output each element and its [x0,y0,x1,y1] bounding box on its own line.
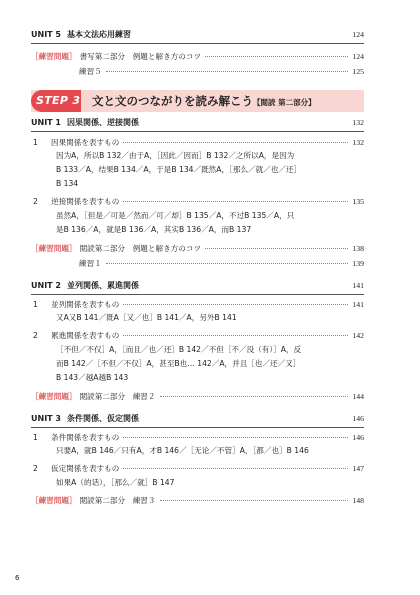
unit2-title: 並列関係、累進関係 [66,281,139,290]
unit3-item2-row[interactable] [31,464,364,474]
page-ref: 135 [352,197,364,206]
unit5-practice-row[interactable] [31,67,364,77]
unit1-rule [31,131,364,132]
unit3-title: 条件関係、仮定関係 [66,414,139,423]
exercise-tag: ［練習問題］ [31,392,77,401]
unit3-label: UNIT 3 [31,414,61,423]
step-badge [31,90,81,112]
page-ref: 141 [352,300,364,309]
item-title: 因果関係を表すもの [51,138,120,147]
leader-dots [205,248,348,249]
unit2-item1-row[interactable] [31,300,364,310]
exercise-title: 書写第二部分 例題と解き方のコツ [79,52,202,61]
exercise-title: 閲読第二部分 練習２ [79,392,156,401]
page-ref: 146 [352,433,364,442]
unit1-header [31,118,364,128]
unit5-header [31,30,364,40]
practice-title: 練習１ [79,259,102,268]
unit1-label: UNIT 1 [31,118,61,127]
item-detail-line: B 143／越A越B 143 [56,373,129,382]
item-title: 仮定関係を表すもの [51,464,120,473]
item-detail-line: 因为A，所以B 132／由于A，［因此／因而］B 132／之所以A，是因为 [56,151,295,160]
unit5-page: 124 [352,30,364,39]
unit5-title: 基本文法応用練習 [66,30,131,39]
item-number: 2 [33,197,38,206]
unit2-rule [31,294,364,295]
leader-dots [160,500,349,501]
item-title: 累進関係を表すもの [51,331,120,340]
unit1-exercise-row[interactable] [31,244,364,254]
unit2-item2-row[interactable] [31,331,364,341]
leader-dots [106,263,349,264]
practice-title: 練習５ [79,67,102,76]
item-detail-line: ［不但／不仅］A，［而且／也／还］B 142／不但［不／没（有）］A，反 [56,345,302,354]
item-number: 1 [33,138,38,147]
unit2-page: 141 [352,281,364,290]
leader-dots [106,71,349,72]
unit5-exercise-row[interactable] [31,52,364,62]
unit3-rule [31,427,364,428]
page-ref: 138 [352,244,364,253]
unit1-item1-row[interactable] [31,138,364,148]
unit2-exercise-row[interactable] [31,392,364,402]
leader-dots [123,304,348,305]
leader-dots [123,468,348,469]
step-title [92,93,316,109]
item-number: 2 [33,464,38,473]
leader-dots [160,396,349,397]
step-main-title: 文と文のつながりを読み解こう [92,94,253,108]
page-ref: 142 [352,331,364,340]
item-number: 1 [33,300,38,309]
page-ref: 132 [352,138,364,147]
unit3-header [31,414,364,424]
item-detail-line: 虽然A，［但是／可是／然而／可／却］B 135／A，不过B 135／A，只 [56,211,295,220]
leader-dots [205,56,348,57]
exercise-title: 閲読第二部分 練習３ [79,496,156,505]
page-number: 6 [15,574,20,582]
leader-dots [123,142,348,143]
item-detail-line: 又A又B 141／既A［又／也］B 141／A，另外B 141 [56,313,237,322]
item-title: 条件関係を表すもの [51,433,120,442]
unit1-page: 132 [352,118,364,127]
page-ref: 148 [352,496,364,505]
exercise-tag: ［練習問題］ [31,52,77,61]
item-detail-line: 如果A（的话），［那么／就］B 147 [56,478,175,487]
item-detail-line: 是B 136／A，就是B 136／A，其实B 136／A，而B 137 [56,225,252,234]
exercise-title: 閲読第二部分 例題と解き方のコツ [79,244,202,253]
unit3-exercise-row[interactable] [31,496,364,506]
unit2-header [31,281,364,291]
leader-dots [123,201,348,202]
exercise-tag: ［練習問題］ [31,244,77,253]
step-badge-label: STEP 3 [36,94,81,107]
item-detail-line: B 134 [56,179,79,188]
step-subtitle: 【閲読 第二部分】 [253,98,316,107]
unit2-label: UNIT 2 [31,281,61,290]
item-title: 逆接関係を表すもの [51,197,120,206]
page-ref: 147 [352,464,364,473]
unit5-label: UNIT 5 [31,30,61,39]
item-title: 並列関係を表すもの [51,300,120,309]
unit1-title: 因果関係、逆接関係 [66,118,139,127]
item-detail-line: 只要A，就B 146／只有A，才B 146／［无论／不管］A，［都／也］B 146 [56,446,309,455]
exercise-tag: ［練習問題］ [31,496,77,505]
leader-dots [123,437,348,438]
page-ref: 125 [352,67,364,76]
unit1-practice-row[interactable] [31,259,364,269]
unit3-page: 146 [352,414,364,423]
unit1-item2-row[interactable] [31,197,364,207]
page-ref: 124 [352,52,364,61]
page-ref: 144 [352,392,364,401]
page-ref: 139 [352,259,364,268]
unit5-rule [31,43,364,44]
unit3-item1-row[interactable] [31,433,364,443]
item-number: 1 [33,433,38,442]
item-number: 2 [33,331,38,340]
item-detail-line: B 133／A，结果B 134／A，于是B 134／既然A，［那么／就／也／还］ [56,165,302,174]
item-detail-line: 而B 142／［不但／不仅］A，甚至B也… 142／A，并且［也／还／又］ [56,359,301,368]
leader-dots [123,335,348,336]
